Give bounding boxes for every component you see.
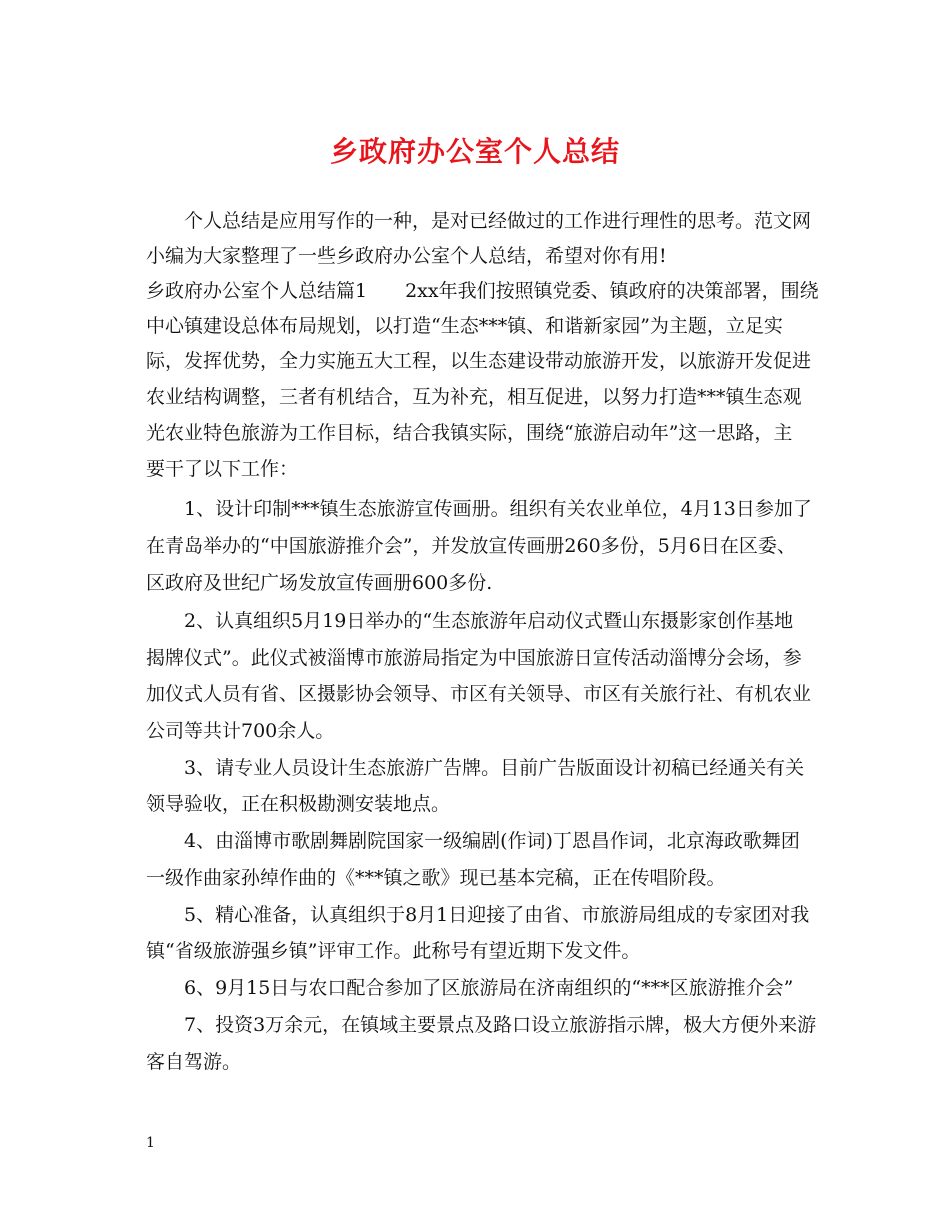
body-line: 6、9月15日与农口配合参加了区旅游局在济南组织的“***区旅游推介会”	[184, 977, 794, 999]
body-line: 区政府及世纪广场发放宣传画册600多份.	[146, 572, 493, 594]
body-line: 客自驾游。	[146, 1051, 242, 1073]
body-line: 乡政府办公室个人总结篇1 2xx年我们按照镇党委、镇政府的决策部署，围绕	[146, 280, 819, 302]
body-line: 公司等共计700余人。	[146, 720, 335, 742]
body-line: 小编为大家整理了一些乡政府办公室个人总结，希望对你有用!	[146, 245, 667, 267]
body-line: 镇“省级旅游强乡镇”评审工作。此称号有望近期下发文件。	[146, 940, 641, 962]
body-line: 际，发挥优势，全力实施五大工程，以生态建设带动旅游开发，以旅游开发促进	[146, 350, 812, 372]
body-line: 个人总结是应用写作的一种，是对已经做过的工作进行理性的思考。范文网	[184, 210, 812, 232]
page-number: 1	[146, 1135, 155, 1151]
body-line: 1、设计印制***镇生态旅游宣传画册。组织有关农业单位，4月13日参加了	[184, 498, 812, 520]
body-line: 2、认真组织5月19日举办的“生态旅游年启动仪式暨山东摄影家创作基地	[184, 610, 794, 632]
body-line: 领导验收，正在积极勘测安装地点。	[146, 793, 451, 815]
body-line: 光农业特色旅游为工作目标，结合我镇实际，围绕“旅游启动年”这一思路，主	[146, 422, 793, 444]
body-line: 3、请专业人员设计生态旅游广告牌。目前广告版面设计初稿已经通关有关	[184, 757, 805, 779]
body-line: 要干了以下工作：	[146, 458, 299, 480]
body-line: 中心镇建设总体布局规划，以打造“生态***镇、和谐新家园”为主题，立足实	[146, 315, 783, 337]
body-line: 4、由淄博市歌剧舞剧院国家一级编剧(作词)丁恩昌作词，北京海政歌舞团	[184, 830, 800, 852]
body-line: 在青岛举办的“中国旅游推介会”，并发放宣传画册260多份，5月6日在区委、	[146, 535, 796, 557]
body-line: 一级作曲家孙绰作曲的《***镇之歌》现已基本完稿，正在传唱阶段。	[146, 867, 726, 889]
body-line: 揭牌仪式”。此仪式被淄博市旅游局指定为中国旅游日宣传活动淄博分会场，参	[146, 647, 802, 669]
body-line: 7、投资3万余元，在镇域主要景点及路口设立旅游指示牌，极大方便外来游	[184, 1014, 817, 1036]
body-line: 加仪式人员有省、区摄影协会领导、市区有关领导、市区有关旅行社、有机农业	[146, 683, 812, 705]
body-line: 农业结构调整，三者有机结合，互为补充，相互促进，以努力打造***镇生态观	[146, 386, 802, 408]
document-title: 乡政府办公室个人总结	[329, 135, 620, 168]
body-line: 5、精心准备，认真组织于8月1日迎接了由省、市旅游局组成的专家团对我	[184, 904, 810, 926]
